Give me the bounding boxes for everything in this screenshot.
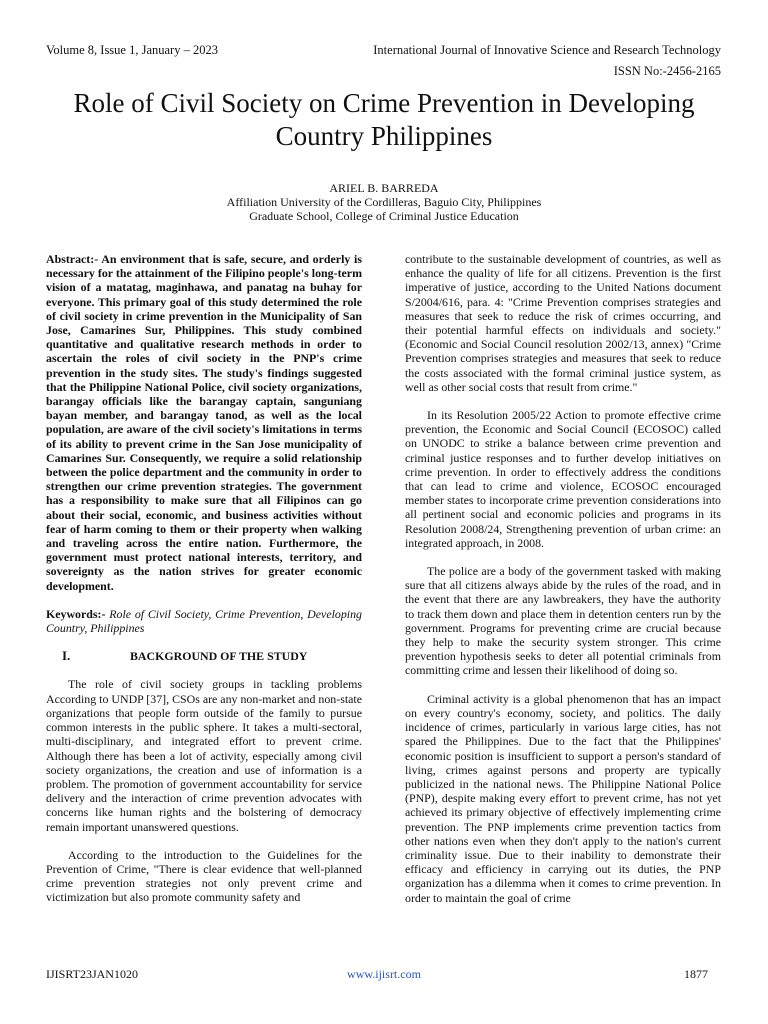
keywords [46,607,362,635]
body-paragraph: contribute to the sustainable development of countries, as well as enhance the quality of life for all citizens. Prevention is the first imperative of justice, according to the United Nations document S/2004/616, para. 4: "Crime Prevention comprises strategies and measures that seek to reduce the risk of crimes occurring, and their potential harmful effects on individuals and society." (Economic and Social Council resolution 2002/13, annex) "Crime Prevention comprises strategies and measures that seek to reduce the costs associated with the formal criminal justice system, as well as other social costs that result from crime." [405,252,721,394]
footer-url-link[interactable]: www.ijisrt.com [347,967,421,981]
body-paragraph: The police are a body of the government tasked with making sure that all citizens always abide by the rules of the road, and in the event that there are any lawbreakers, they have the authority to track them down and place them in detention centers run by the government. Programs for preventing crime are crucial because they help to make the security system stronger. This crime prevention hypothesis seeks to deter all potential criminals from committing crime and lessen their likelihood of doing so. [405,564,721,678]
section-heading [46,649,362,663]
section-number: I. [62,648,71,664]
paper-title: Role of Civil Society on Crime Prevention in Developing Country Philippines [73,88,695,151]
footer-id: IJISRT23JAN1020 [46,967,138,981]
author-name: ARIEL B. BARREDA [329,181,439,195]
author-affiliation: Affiliation University of the Cordilleras, Baguio City, Philippines [226,195,542,209]
header-issn: ISSN No:-2456-2165 [613,64,721,78]
author-block [40,181,728,223]
page-number: 1877 [684,967,708,981]
header-journal: International Journal of Innovative Science and Research Technology [373,43,721,57]
keywords-text: Role of Civil Society, Crime Prevention, Developing Country, Philippines [46,606,362,636]
body-paragraph: Criminal activity is a global phenomenon that has an impact on every country's economy, society, and politics. The daily incidence of crimes, particularly in various large cities, has not spared the Philippines. Due to the fact that the Philippines' economic position is insufficient to support a person's standard of living, crimes against persons and property are typically publicized in the national news. The Philippine National Police (PNP), despite making every effort to prevent crime, has not yet achieved its primary objective of effectively implementing crime prevention. The PNP implements crime prevention tactics from other nations even when they don't apply to the nation's current criminality issue. Due to their inability to demonstrate their efficacy and efficiency in carrying out its duties, the PNP organization has a dilemma when it comes to crime prevention. In order to maintain the goal of crime [405,691,721,905]
section-title: BACKGROUND OF THE STUDY [130,649,308,664]
author-school: Graduate School, College of Criminal Justice Education [249,209,519,223]
abstract: Abstract:- An environment that is safe, secure, and orderly is necessary for the attainment of the Filipino people's long-term vision of a matatag, maginhawa, and panatag na buhay for everyone. This primary goal of this study determined the role of civil society in crime prevention in the Municipality of San Jose, Camarines Sur, Philippines. This study combined quantitative and qualitative research methods in order to ascertain the roles of civil society in the PNP's crime prevention in the study sites. The study's findings suggested that the Philippine National Police, civil society organizations, barangay officials like the barangay captain, sanguniang bayan member, and barangay tanod, as well as the local population, are aware of the civil society's limitations in terms of its ability to prevent crime in the San Jose municipality of Camarines Sur. Consequently, we require a solid relationship between the police department and the community in order to strengthen our crime prevention strategies. The government has a responsibility to make sure that all Filipinos can go about their social, economic, and business activities without fear of harm coming to them or their property when walking and traveling across the entire nation. Furthermore, the government must protect national interests, territory, and sovereignty as the nation strives for greater economic development. [46,252,362,593]
body-paragraph: In its Resolution 2005/22 Action to promote effective crime prevention, the Economic and Social Council (ECOSOC) called on UNODC to strike a balance between crime prevention and criminal justice responses and to further develop initiatives on crime prevention. In order to effectively address the conditions that can lead to crime and violence, ECOSOC encouraged member states to incorporate crime prevention considerations into all pertinent social and economic policies and programs in its Resolution 2008/24, Strengthening prevention of urban crime: an integrated approach, in 2008. [405,408,721,550]
right-column [405,252,721,919]
body-paragraph: The role of civil society groups in tackling problems According to UNDP [37], CSOs are any non-market and non-state organizations that people form outside of the family to pursue common interests in the public sphere. It takes a multi-sectoral, multi-disciplinary, and integrated effort to prevent crime. Although there has been a lot of activity, especially among civil society organizations, the creation and use of information is a problem. The promotion of government accountability for service delivery and the interaction of crime prevention advocates with concerns like human rights and the bolstering of democracy remain important unanswered questions. [46,677,362,834]
header-volume: Volume 8, Issue 1, January – 2023 [46,43,218,57]
body-paragraph: According to the introduction to the Guidelines for the Prevention of Crime, "There is clear evidence that well-planned crime prevention strategies not only prevent crime and victimization but also promote community safety and [46,847,362,905]
left-column [46,252,362,919]
keywords-label: Keywords:- [46,606,106,621]
